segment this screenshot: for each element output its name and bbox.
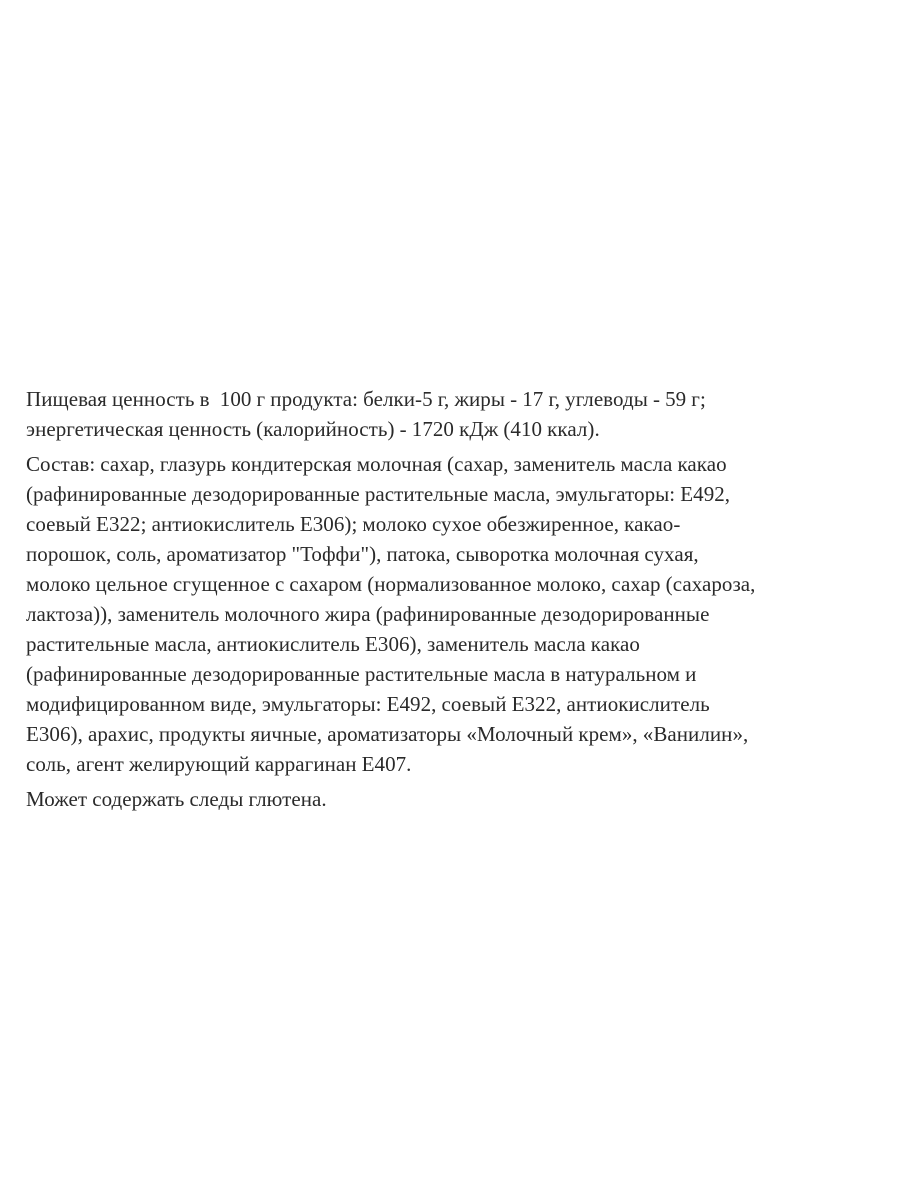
ingredients-line: соевый Е322; антиокислитель Е306); молоко сухое обезжиренное, какао-	[26, 512, 681, 536]
product-label-text	[26, 384, 894, 819]
nutrition-paragraph	[26, 384, 894, 444]
ingredients-line: (рафинированные дезодорированные растительные масла, эмульгаторы: Е492,	[26, 482, 731, 506]
ingredients-line: молоко цельное сгущенное с сахаром (нормализованное молоко, сахар (сахароза,	[26, 572, 756, 596]
ingredients-paragraph	[26, 449, 894, 779]
allergen-paragraph	[26, 784, 894, 814]
ingredients-line: порошок, соль, ароматизатор "Тоффи"), патока, сыворотка молочная сухая,	[26, 542, 699, 566]
ingredients-line: лактоза)), заменитель молочного жира (рафинированные дезодорированные	[26, 602, 710, 626]
ingredients-line: соль, агент желирующий каррагинан Е407.	[26, 752, 412, 776]
allergen-line: Может содержать следы глютена.	[26, 787, 327, 811]
ingredients-line: (рафинированные дезодорированные растительные масла в натуральном и	[26, 662, 697, 686]
ingredients-line: Е306), арахис, продукты яичные, ароматизаторы «Молочный крем», «Ванилин»,	[26, 722, 749, 746]
ingredients-line: модифицированном виде, эмульгаторы: Е492, соевый Е322, антиокислитель	[26, 692, 710, 716]
ingredients-line: Состав: сахар, глазурь кондитерская молочная (сахар, заменитель масла какао	[26, 452, 727, 476]
ingredients-line: растительные масла, антиокислитель Е306), заменитель масла какао	[26, 632, 640, 656]
nutrition-line: энергетическая ценность (калорийность) - 1720 кДж (410 ккал).	[26, 417, 600, 441]
nutrition-line: Пищевая ценность в 100 г продукта: белки-5 г, жиры - 17 г, углеводы - 59 г;	[26, 387, 706, 411]
